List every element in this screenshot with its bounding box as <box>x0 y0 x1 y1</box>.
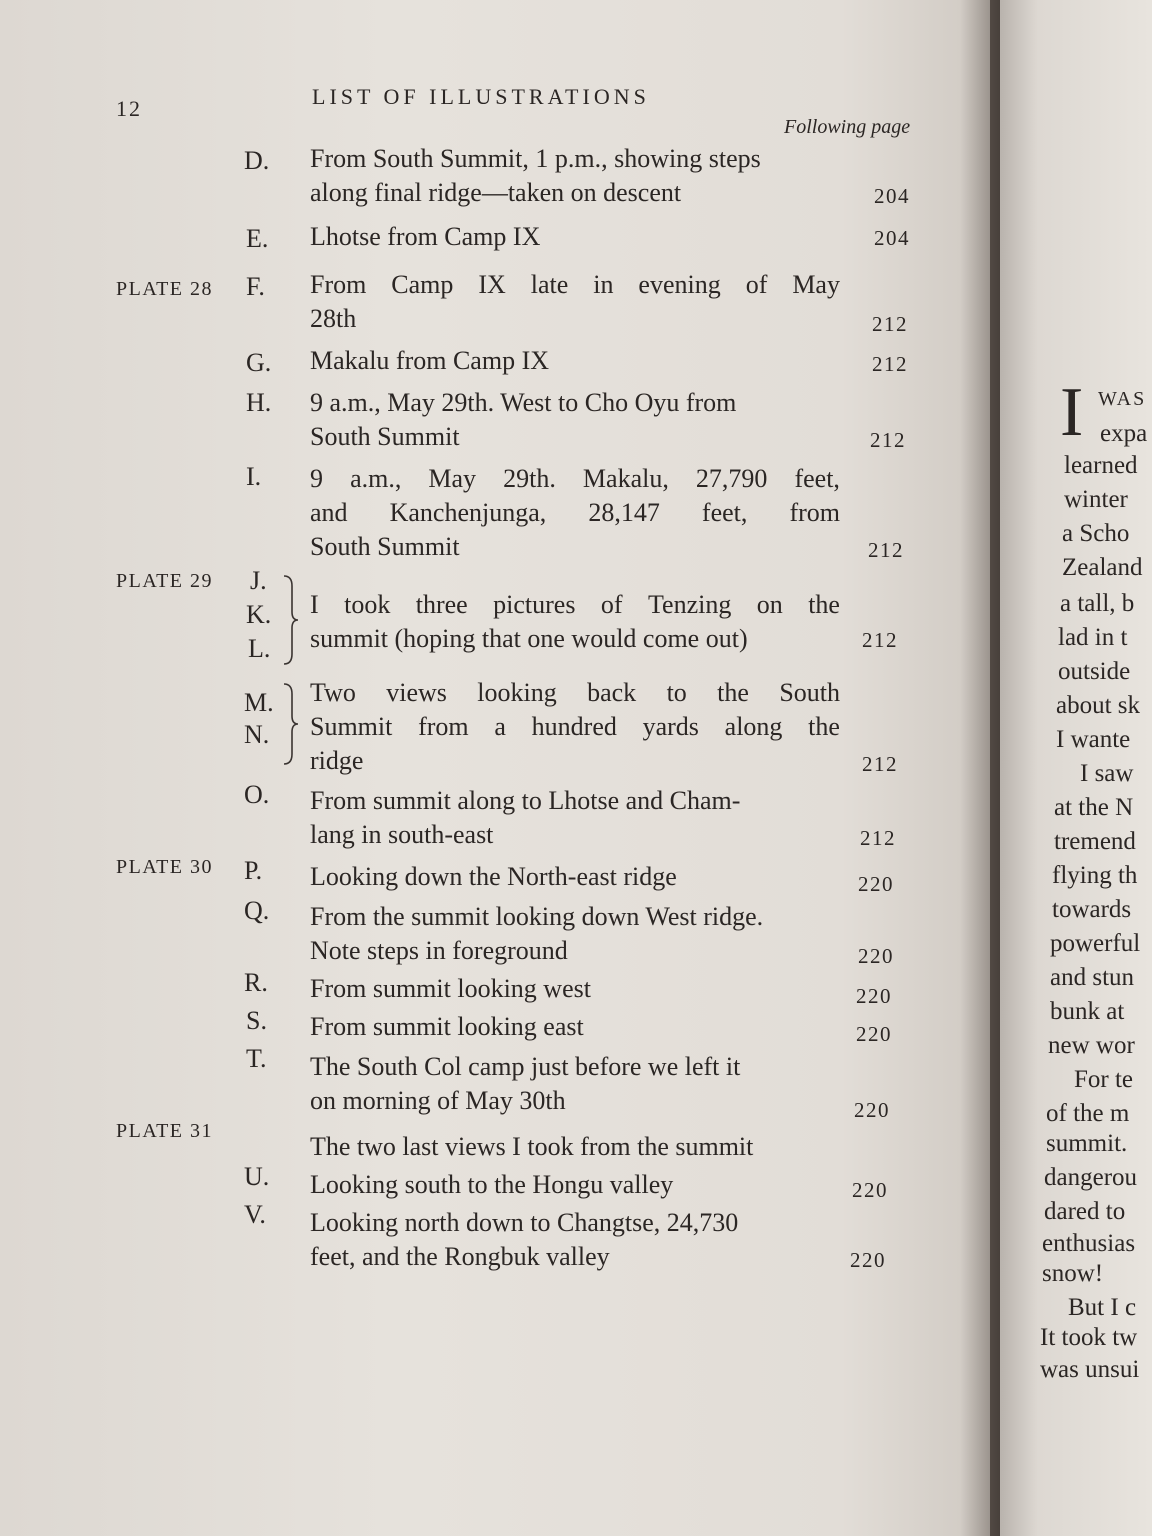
entry-page-number: 220 <box>854 1098 890 1122</box>
facing-line: I wante <box>1056 726 1131 753</box>
entry-caption <box>310 1010 840 1044</box>
caption-line: ridge <box>310 746 364 775</box>
facing-line: WAS <box>1098 388 1147 410</box>
entry-page-number: 212 <box>862 628 898 652</box>
facing-line: dared to <box>1044 1198 1126 1225</box>
facing-line: flying th <box>1052 862 1138 889</box>
facing-line: a Scho <box>1062 520 1130 547</box>
entry-letter: M. <box>244 688 274 717</box>
entry-letter: K. <box>246 600 272 629</box>
caption-line: I took three pictures of Tenzing on the <box>310 590 840 619</box>
entry-page-number: 204 <box>874 226 910 250</box>
entry-letter: I. <box>246 462 262 491</box>
entry-caption <box>310 462 840 564</box>
facing-line: new wor <box>1048 1032 1135 1059</box>
caption-line: and Kanchenjunga, 28,147 feet, from <box>310 498 840 527</box>
caption-line: 9 a.m., May 29th. West to Cho Oyu from <box>310 388 737 417</box>
caption-line: summit (hoping that one would come out) <box>310 624 748 653</box>
caption-line: The two last views I took from the summit <box>310 1132 754 1161</box>
plate-label: PLATE 31 <box>116 1120 213 1142</box>
caption-line: Looking down the North-east ridge <box>310 862 677 891</box>
entry-letter: H. <box>246 388 272 417</box>
plate-label: PLATE 30 <box>116 856 213 878</box>
entry-caption <box>310 676 840 778</box>
caption-line: From summit looking west <box>310 974 591 1003</box>
caption-line: Looking south to the Hongu valley <box>310 1170 674 1199</box>
caption-line: Two views looking back to the South <box>310 678 840 707</box>
caption-line: Summit from a hundred yards along the <box>310 712 840 741</box>
entry-letter: E. <box>246 224 269 253</box>
facing-line: summit. <box>1046 1130 1128 1157</box>
entry-page-number: 212 <box>862 752 898 776</box>
caption-line: From summit along to Lhotse and Cham- <box>310 786 741 815</box>
facing-line: at the N <box>1054 794 1134 821</box>
caption-line: feet, and the Rongbuk valley <box>310 1242 610 1271</box>
plate-label: PLATE 29 <box>116 570 213 592</box>
facing-line: lad in t <box>1058 624 1128 651</box>
facing-line: outside <box>1058 658 1131 685</box>
entry-caption <box>310 386 840 454</box>
entry-page-number: 212 <box>870 428 906 452</box>
entry-letter: V. <box>244 1200 266 1229</box>
facing-line: winter <box>1064 486 1128 513</box>
entry-page-number: 212 <box>872 352 908 376</box>
caption-line: South Summit <box>310 422 460 451</box>
facing-line: about sk <box>1056 692 1141 719</box>
entry-page-number: 220 <box>858 944 894 968</box>
facing-line: enthusias <box>1042 1230 1136 1257</box>
entry-caption <box>310 1130 840 1164</box>
entry-page-number: 220 <box>856 984 892 1008</box>
entry-page-number: 212 <box>872 312 908 336</box>
entry-letter: U. <box>244 1162 270 1191</box>
facing-line: For te <box>1074 1066 1134 1093</box>
entry-page-number: 212 <box>860 826 896 850</box>
facing-line: tremend <box>1054 828 1136 855</box>
drop-cap: I <box>1060 374 1084 451</box>
facing-line: powerful <box>1050 930 1141 957</box>
caption-line: Note steps in foreground <box>310 936 568 965</box>
entry-page-number: 220 <box>850 1248 886 1272</box>
facing-line: Zealand <box>1062 554 1143 581</box>
bracket-icon <box>282 682 300 766</box>
bracket-icon <box>282 574 300 666</box>
caption-line: Looking north down to Changtse, 24,730 <box>310 1208 739 1237</box>
entry-letter: Q. <box>244 896 270 925</box>
caption-line: 28th <box>310 304 357 333</box>
facing-line: learned <box>1064 452 1138 479</box>
entry-caption <box>310 1050 840 1118</box>
facing-line: I saw <box>1080 760 1134 787</box>
entry-caption <box>310 784 840 852</box>
entry-caption <box>310 344 840 378</box>
caption-line: From summit looking east <box>310 1012 584 1041</box>
entry-page-number: 204 <box>874 184 910 208</box>
entry-letter: N. <box>244 720 270 749</box>
following-page-label: Following page <box>784 116 911 138</box>
facing-line: But I c <box>1068 1294 1137 1321</box>
page-number: 12 <box>116 96 142 121</box>
entry-caption <box>310 972 840 1006</box>
entry-caption <box>310 220 840 254</box>
caption-line: From the summit looking down West ridge. <box>310 902 764 931</box>
facing-line: It took tw <box>1040 1324 1138 1351</box>
entry-page-number: 220 <box>856 1022 892 1046</box>
facing-line: and stun <box>1050 964 1135 991</box>
caption-line: Lhotse from Camp IX <box>310 222 541 251</box>
entry-page-number: 212 <box>868 538 904 562</box>
caption-line: Makalu from Camp IX <box>310 346 550 375</box>
entry-caption <box>310 900 840 968</box>
entry-letter: O. <box>244 780 270 809</box>
entry-caption <box>310 588 840 656</box>
facing-line: a tall, b <box>1060 590 1135 617</box>
caption-line: From South Summit, 1 p.m., showing steps <box>310 144 761 173</box>
entry-letter: P. <box>244 856 263 885</box>
running-head: LIST OF ILLUSTRATIONS <box>312 84 650 109</box>
facing-line: of the m <box>1046 1100 1130 1127</box>
facing-line: dangerou <box>1044 1164 1138 1191</box>
facing-line: towards <box>1052 896 1132 923</box>
caption-line: South Summit <box>310 532 460 561</box>
entry-letter: S. <box>246 1006 267 1035</box>
plate-label: PLATE 28 <box>116 278 213 300</box>
entry-letter: F. <box>246 272 265 301</box>
entry-letter: R. <box>244 968 268 997</box>
entry-caption <box>310 860 840 894</box>
caption-line: lang in south-east <box>310 820 494 849</box>
facing-line: was unsui <box>1040 1356 1140 1383</box>
caption-line: From Camp IX late in evening of May <box>310 270 840 299</box>
entry-letter: J. <box>250 566 267 595</box>
facing-line: expa <box>1100 420 1148 447</box>
caption-line: on morning of May 30th <box>310 1086 566 1115</box>
caption-line: The South Col camp just before we left it <box>310 1052 741 1081</box>
entry-letter: T. <box>246 1044 267 1073</box>
entry-page-number: 220 <box>852 1178 888 1202</box>
entry-caption <box>310 1206 840 1274</box>
entry-page-number: 220 <box>858 872 894 896</box>
facing-line: snow! <box>1042 1260 1104 1287</box>
facing-line: bunk at <box>1050 998 1125 1025</box>
caption-line: 9 a.m., May 29th. Makalu, 27,790 feet, <box>310 464 840 493</box>
caption-line: along final ridge—taken on descent <box>310 178 682 207</box>
entry-letter: G. <box>246 348 272 377</box>
entry-letter: D. <box>244 146 270 175</box>
entry-letter: L. <box>248 634 271 663</box>
entry-caption <box>310 1168 840 1202</box>
entry-caption <box>310 268 840 336</box>
entry-caption <box>310 142 840 210</box>
